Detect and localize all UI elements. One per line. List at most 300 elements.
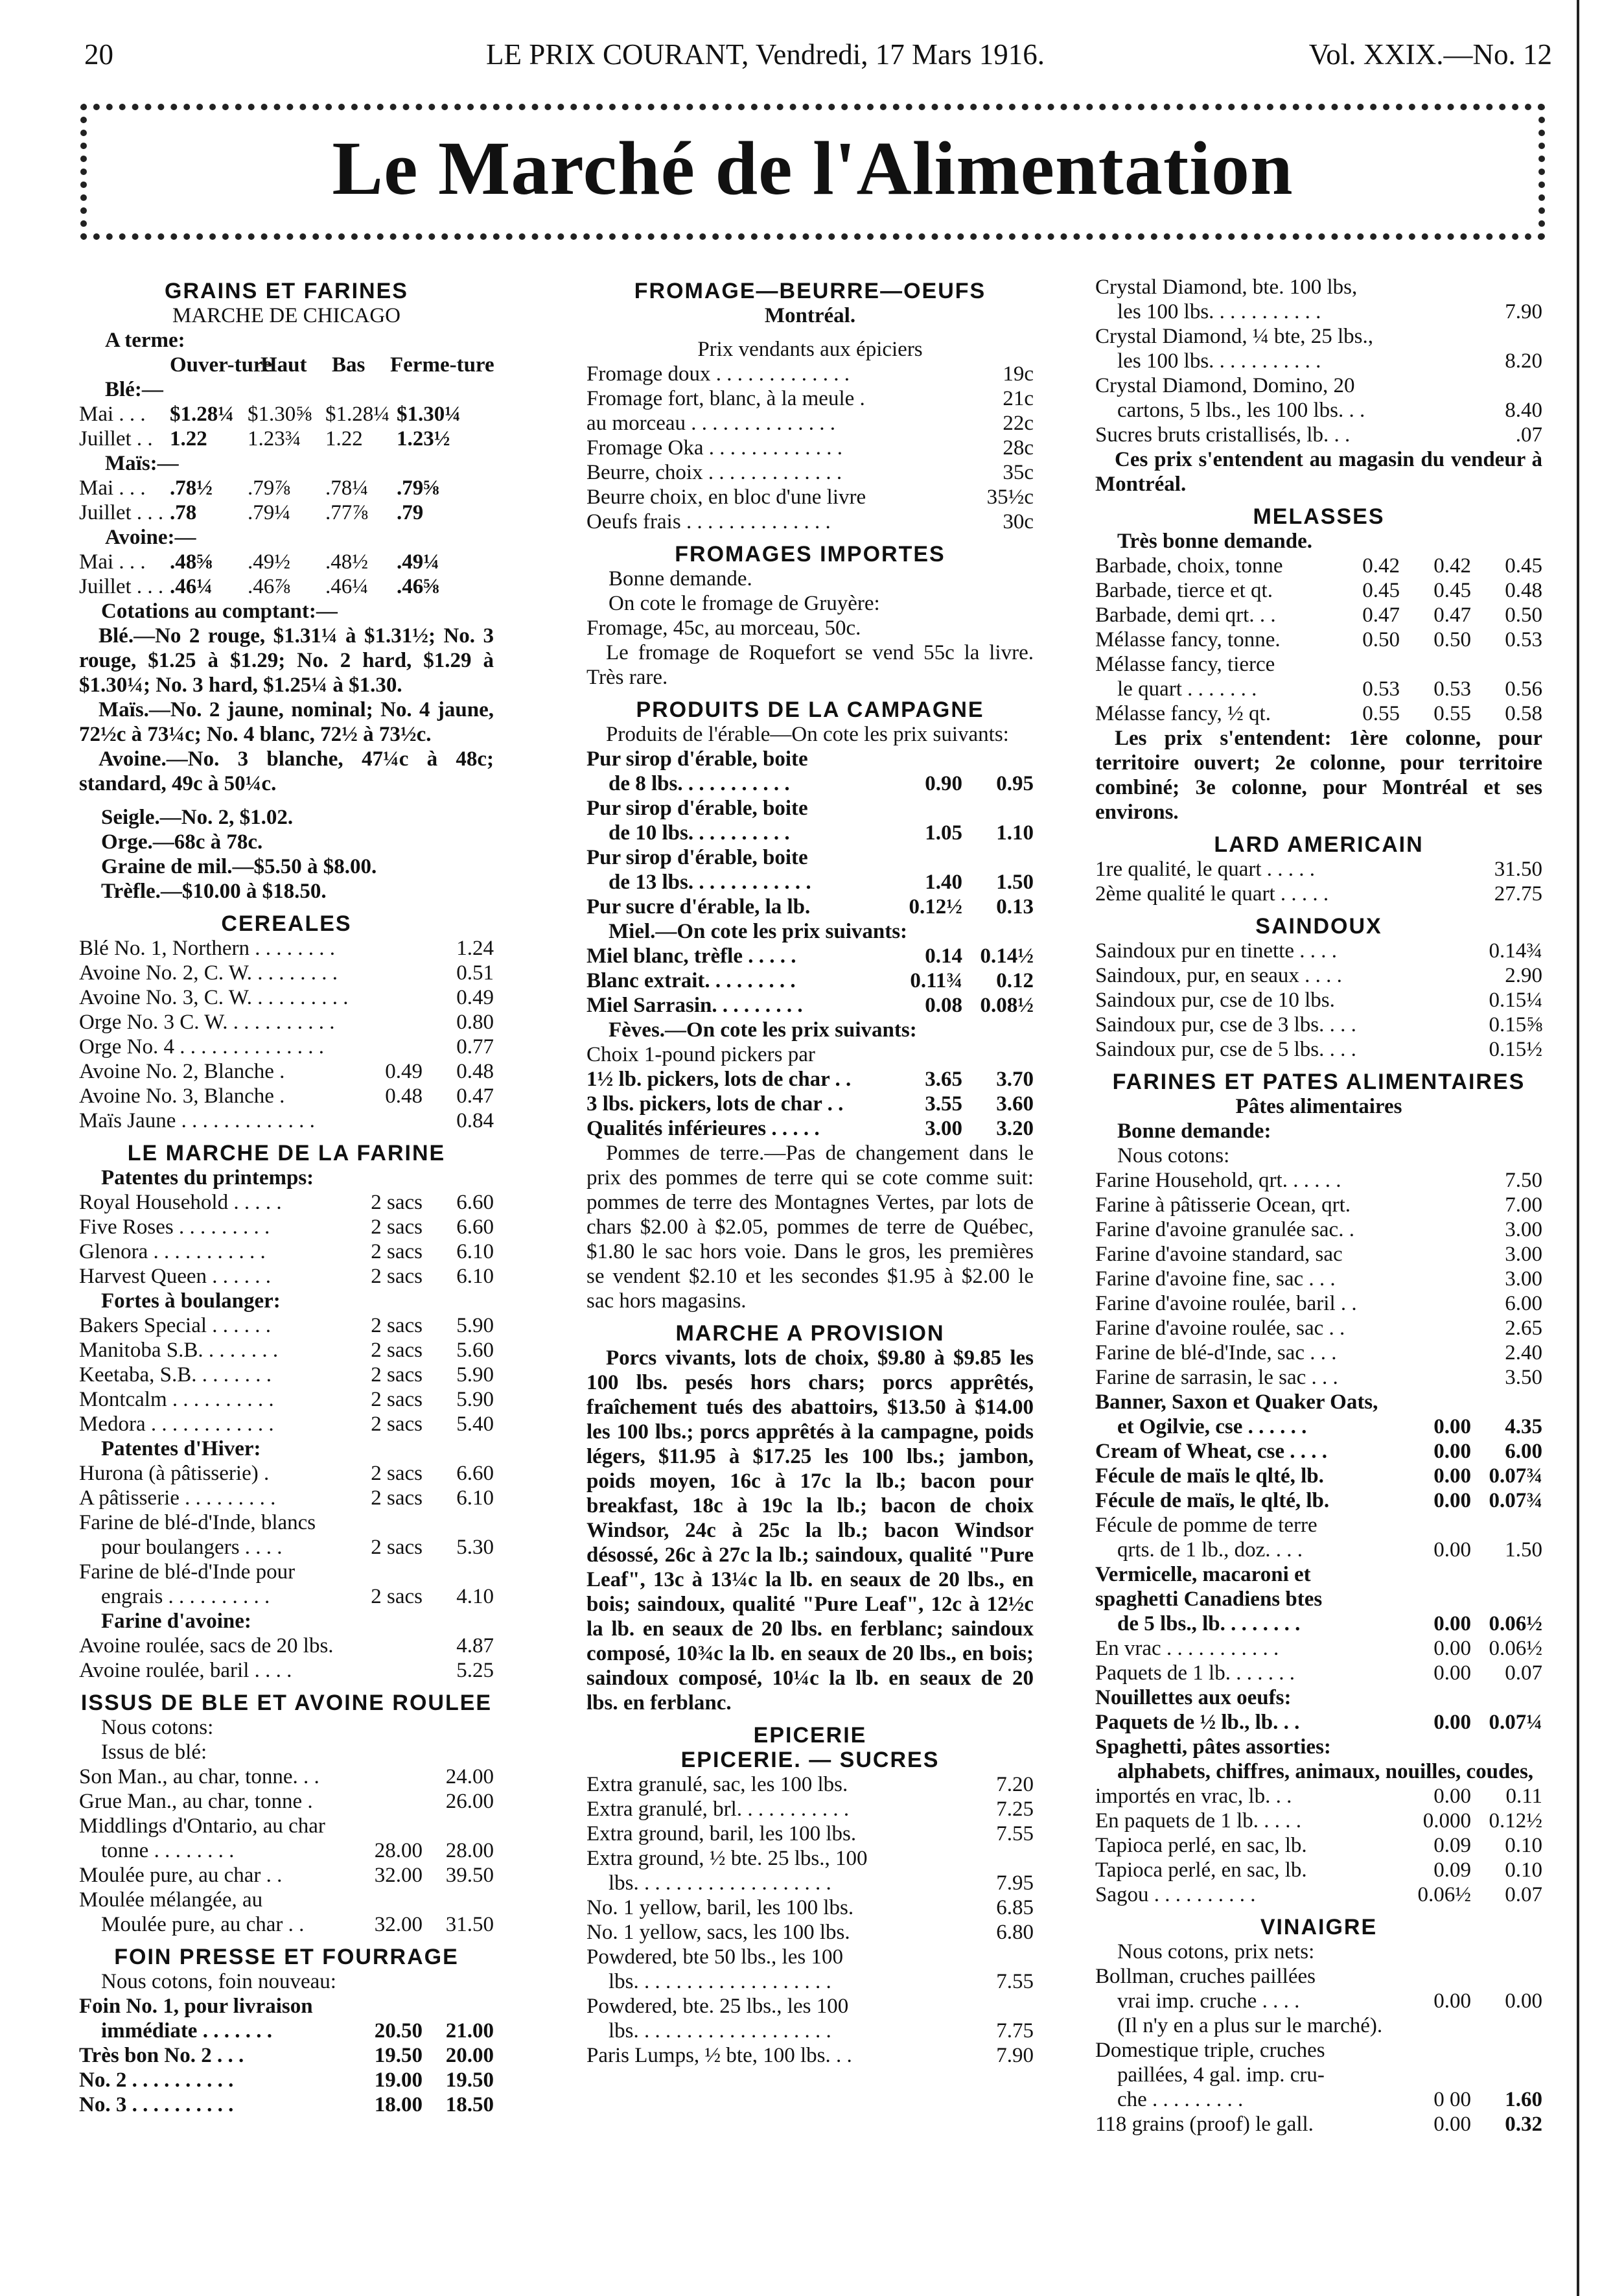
banner-title: Le Marché de l'Alimentation bbox=[332, 126, 1294, 211]
price-value: .79¼ bbox=[248, 501, 290, 524]
price-value: 31.50 bbox=[1494, 858, 1542, 881]
farines-rows bbox=[1095, 1168, 1542, 1907]
price-value bbox=[1400, 1291, 1471, 1316]
price-value: 0.06½ bbox=[1489, 1637, 1542, 1660]
price-row bbox=[79, 936, 494, 961]
price-value: 0.00 bbox=[1433, 1489, 1471, 1512]
campagne-heading: PRODUITS DE LA CAMPAGNE bbox=[636, 697, 984, 722]
item-label-line: spaghetti Canadiens btes bbox=[1095, 1587, 1323, 1611]
price-value bbox=[1400, 1242, 1471, 1267]
item-label: Miel Sarrasin. . . . . . . . . bbox=[586, 994, 803, 1017]
item-label: lbs. . . . . . . . . . . . . . . . . . . bbox=[609, 1871, 831, 1895]
price-value: 0.07¾ bbox=[1489, 1464, 1542, 1488]
chicago-row bbox=[79, 402, 494, 427]
chicago-row bbox=[79, 500, 494, 525]
item-label: 1re qualité, le quart . . . . . bbox=[1095, 858, 1316, 881]
orge-line: Orge.—68c à 78c. bbox=[101, 830, 263, 854]
price-row bbox=[1095, 1611, 1542, 1636]
price-value: 0.48 bbox=[385, 1084, 423, 1108]
month-label: Mai . . . bbox=[79, 476, 146, 500]
item-label: Mélasse fancy, ½ qt. bbox=[1095, 702, 1271, 725]
price-value bbox=[351, 1108, 423, 1133]
price-value: 0.47 bbox=[1433, 603, 1471, 627]
price-row bbox=[1095, 1414, 1542, 1439]
item-label: Mélasse fancy, tonne. bbox=[1095, 628, 1281, 651]
item-label: Bakers Special . . . . . . bbox=[79, 1314, 272, 1337]
price-value: 0.07 bbox=[1505, 1883, 1542, 1906]
item-label: engrais . . . . . . . . . . bbox=[101, 1585, 270, 1608]
item-label: immédiate . . . . . . . bbox=[101, 2019, 272, 2043]
montreal-subheading: Montréal. bbox=[764, 304, 856, 327]
grains-heading: GRAINS ET FARINES bbox=[165, 279, 408, 303]
item-label-line: Banner, Saxon et Quaker Oats, bbox=[1095, 1390, 1378, 1414]
item-label-line: Powdered, bte 50 lbs., les 100 bbox=[586, 1945, 843, 1969]
comptant-avoine: Avoine.—No. 3 blanche, 47¼c à 48c; standard, 49c à 50¼c. bbox=[79, 747, 494, 795]
price-value: 3.00 bbox=[925, 1117, 962, 1140]
price-row bbox=[79, 961, 494, 985]
price-value: $1.30⅝ bbox=[248, 403, 312, 426]
price-value: 8.40 bbox=[1505, 399, 1542, 422]
item-label: Avoine No. 3, Blanche . bbox=[79, 1084, 285, 1108]
farine-avoine-label: Farine d'avoine: bbox=[101, 1610, 251, 1633]
price-row bbox=[1095, 554, 1542, 578]
price-value: 0.58 bbox=[1505, 702, 1542, 725]
item-label-line: Pur sirop d'érable, boite bbox=[586, 747, 808, 771]
item-label: de 5 lbs., lb. . . . . . . . bbox=[1117, 1612, 1301, 1635]
item-label: Keetaba, S.B. . . . . . . . bbox=[79, 1363, 272, 1387]
item-label-line: Crystal Diamond, bte. 100 lbs, bbox=[1095, 275, 1358, 299]
price-row bbox=[1095, 299, 1542, 324]
item-label: Tapioca perlé, en sac, lb. bbox=[1095, 1834, 1307, 1857]
seigle-line: Seigle.—No. 2, $1.02. bbox=[101, 806, 294, 829]
item-label-line: Farine de blé-d'Inde, blancs bbox=[79, 1511, 316, 1534]
price-row bbox=[1095, 1341, 1542, 1365]
price-row bbox=[586, 1822, 1034, 1846]
price-row bbox=[1095, 349, 1542, 373]
price-row bbox=[79, 2019, 494, 2043]
melasses-demande: Très bonne demande. bbox=[1117, 530, 1312, 553]
foin-nous-cotons: Nous cotons, foin nouveau: bbox=[101, 1970, 336, 1993]
price-row bbox=[79, 1912, 494, 1937]
price-row bbox=[586, 2019, 1034, 2043]
domestique-line-2: paillées, 4 gal. imp. cru- bbox=[1117, 2063, 1325, 2087]
page-header bbox=[84, 38, 1552, 76]
price-row bbox=[586, 1920, 1034, 1945]
price-row bbox=[1095, 1833, 1542, 1858]
price-value: .46¼ bbox=[170, 575, 213, 598]
chicago-table-header: Ouver-ture Haut Bas Ferme-ture bbox=[170, 353, 494, 377]
price-value: 2.90 bbox=[1505, 964, 1542, 987]
cereales-heading: CEREALES bbox=[221, 911, 352, 936]
price-value bbox=[1400, 1316, 1471, 1341]
pates-subheading: Pâtes alimentaires bbox=[1235, 1095, 1402, 1118]
printemps-rows bbox=[79, 1190, 494, 1289]
price-value: $1.30¼ bbox=[397, 403, 461, 426]
price-value bbox=[351, 961, 423, 985]
ble-rows bbox=[79, 402, 494, 451]
item-label: Blanc extrait. . . . . . . . . bbox=[586, 969, 796, 992]
price-row bbox=[79, 1363, 494, 1387]
item-label: Farine de sarrasin, le sac . . . bbox=[1095, 1366, 1338, 1389]
price-value: .79 bbox=[397, 501, 424, 524]
price-value: 3.00 bbox=[1505, 1267, 1542, 1291]
price-value: 3.55 bbox=[925, 1092, 962, 1116]
price-row bbox=[79, 1084, 494, 1108]
price-row bbox=[586, 1772, 1034, 1797]
item-label: Fécule de maïs le qlté, lb. bbox=[1095, 1464, 1324, 1488]
price-value: 0.00 bbox=[1433, 1538, 1471, 1562]
price-value: 3.20 bbox=[996, 1117, 1034, 1140]
item-label: lbs. . . . . . . . . . . . . . . . . . . bbox=[609, 1970, 831, 1993]
price-value: 0.45 bbox=[1362, 579, 1400, 602]
bollman-line: Bollman, cruches paillées bbox=[1095, 1965, 1316, 1988]
item-label: Farine à pâtisserie Ocean, qrt. bbox=[1095, 1193, 1351, 1217]
price-row bbox=[79, 1789, 494, 1814]
price-value: .48⅝ bbox=[170, 550, 213, 574]
price-value: 3.50 bbox=[1505, 1366, 1542, 1389]
price-value: 3.00 bbox=[1505, 1218, 1542, 1241]
item-label: Hurona (à pâtisserie) . bbox=[79, 1462, 270, 1485]
chicago-row bbox=[79, 550, 494, 574]
price-row bbox=[79, 1010, 494, 1035]
price-row bbox=[1095, 1013, 1542, 1037]
spaghetti-line: alphabets, chiffres, animaux, nouilles, coudes, bbox=[1117, 1760, 1534, 1783]
price-row bbox=[79, 985, 494, 1010]
price-value: 0.06½ bbox=[1417, 1883, 1471, 1906]
price-value: 0.12 bbox=[996, 969, 1034, 992]
price-value: 0.09 bbox=[1433, 1858, 1471, 1882]
fromage-heading: FROMAGE—BEURRE—OEUFS bbox=[634, 279, 986, 303]
price-value bbox=[1400, 1217, 1471, 1242]
sirop-rows bbox=[586, 747, 1034, 895]
column-1 bbox=[79, 279, 494, 2117]
item-label-line: Vermicelle, macaroni et bbox=[1095, 1563, 1311, 1586]
foin-heading: FOIN PRESSE ET FOURRAGE bbox=[114, 1945, 459, 1969]
price-value: 22c bbox=[1003, 412, 1034, 435]
item-label-line: Farine de blé-d'Inde pour bbox=[79, 1560, 296, 1584]
price-value: 6.60 bbox=[456, 1462, 494, 1485]
importes-line-1: Bonne demande. bbox=[609, 567, 752, 591]
price-value: 0.95 bbox=[996, 772, 1034, 795]
item-label: Extra granulé, sac, les 100 lbs. bbox=[586, 1773, 848, 1796]
price-row bbox=[1095, 1168, 1542, 1193]
price-value: 2 sacs bbox=[371, 1215, 423, 1239]
price-value: .49¼ bbox=[397, 550, 439, 574]
price-value: .49½ bbox=[248, 550, 290, 574]
price-row bbox=[586, 1969, 1034, 1994]
price-value: 0.14½ bbox=[980, 944, 1034, 968]
item-label: Sagou . . . . . . . . . . bbox=[1095, 1883, 1256, 1906]
price-value: 5.30 bbox=[456, 1536, 494, 1559]
avoine-label: Avoine:— bbox=[105, 526, 196, 549]
price-value: 21c bbox=[1003, 387, 1034, 410]
farines-pates-heading: FARINES ET PATES ALIMENTAIRES bbox=[1112, 1070, 1526, 1094]
price-row bbox=[79, 1215, 494, 1239]
price-value: 3.00 bbox=[1505, 1243, 1542, 1266]
importes-line-3: Fromage, 45c, au morceau, 50c. bbox=[586, 616, 861, 640]
bollman-row: vrai imp. cruche . . . . 0.00 0.00 bbox=[1117, 1989, 1542, 2013]
trefle-line: Trèfle.—$10.00 à $18.50. bbox=[101, 880, 327, 903]
price-row bbox=[1095, 1217, 1542, 1242]
price-value: 0.42 bbox=[1362, 554, 1400, 578]
price-row bbox=[1095, 1439, 1542, 1464]
price-value: 6.60 bbox=[456, 1191, 494, 1214]
price-value: 0.47 bbox=[456, 1084, 494, 1108]
price-value: 0.12½ bbox=[1489, 1809, 1542, 1833]
price-row bbox=[1095, 857, 1542, 882]
price-value: 1.50 bbox=[996, 871, 1034, 894]
price-value: 2 sacs bbox=[371, 1412, 423, 1436]
item-label: No. 3 . . . . . . . . . . bbox=[79, 2093, 234, 2116]
price-row bbox=[1095, 882, 1542, 906]
price-value: 7.50 bbox=[1505, 1169, 1542, 1192]
importes-heading: FROMAGES IMPORTES bbox=[675, 542, 946, 567]
ble-label: Blé:— bbox=[105, 378, 163, 401]
price-value: 0.07¾ bbox=[1489, 1489, 1542, 1512]
issus-rows bbox=[79, 1764, 494, 1937]
price-value: 3.60 bbox=[996, 1092, 1034, 1116]
nouillettes-label: Nouillettes aux oeufs: bbox=[1095, 1686, 1292, 1709]
price-value: 1.22 bbox=[170, 427, 207, 451]
item-label: Blé No. 1, Northern . . . . . . . . bbox=[79, 937, 336, 960]
price-value: 3.65 bbox=[925, 1068, 962, 1091]
price-row bbox=[79, 1264, 494, 1289]
price-row bbox=[79, 2092, 494, 2117]
price-value: .46⅝ bbox=[397, 575, 439, 598]
price-value: 30c bbox=[1003, 510, 1034, 533]
price-value: 0.42 bbox=[1433, 554, 1471, 578]
price-value: 1.23½ bbox=[397, 427, 450, 451]
price-row bbox=[1095, 1710, 1542, 1735]
item-label: Royal Household . . . . . bbox=[79, 1191, 282, 1214]
price-row bbox=[1095, 1193, 1542, 1217]
price-value: 2 sacs bbox=[371, 1486, 423, 1510]
column-2 bbox=[586, 279, 1034, 2068]
price-row bbox=[1095, 1267, 1542, 1291]
item-label: de 13 lbs. . . . . . . . . . . . bbox=[609, 871, 811, 894]
item-label: Glenora . . . . . . . . . . . bbox=[79, 1240, 266, 1263]
price-value: 0.45 bbox=[1505, 554, 1542, 578]
item-label: Fromage fort, blanc, à la meule . bbox=[586, 387, 865, 410]
item-label: Saindoux pur, cse de 3 lbs. . . . bbox=[1095, 1013, 1356, 1037]
price-value: 2.40 bbox=[1505, 1341, 1542, 1365]
miel-label: Miel.—On cote les prix suivants: bbox=[609, 920, 908, 943]
price-row bbox=[79, 1108, 494, 1133]
importes-line-2: On cote le fromage de Gruyère: bbox=[609, 592, 880, 615]
publication-line: LE PRIX COURANT, Vendredi, 17 Mars 1916. bbox=[486, 38, 1045, 71]
price-value: 0.00 bbox=[1433, 1661, 1471, 1685]
price-value bbox=[351, 1010, 423, 1035]
price-value: 19c bbox=[1003, 362, 1034, 386]
price-value: 0.80 bbox=[456, 1011, 494, 1034]
price-value: 7.20 bbox=[996, 1773, 1034, 1796]
item-label: Montcalm . . . . . . . . . . bbox=[79, 1388, 274, 1411]
item-label: Barbade, demi qrt. . . bbox=[1095, 603, 1276, 627]
price-value: .48½ bbox=[325, 550, 368, 574]
comptant-mais: Maïs.—No. 2 jaune, nominal; No. 4 jaune, 72½c à 73¼c; No. 4 blanc, 72½ à 73½c. bbox=[79, 698, 494, 746]
price-value: 6.80 bbox=[996, 1921, 1034, 1944]
item-label: cartons, 5 lbs., les 100 lbs. . . bbox=[1117, 399, 1365, 422]
page-edge-rule bbox=[1577, 0, 1579, 2296]
price-value: 19.50 bbox=[445, 2068, 494, 2092]
price-row bbox=[586, 2043, 1034, 2068]
price-value: 6.10 bbox=[456, 1265, 494, 1288]
item-label: Farine d'avoine standard, sac bbox=[1095, 1243, 1343, 1266]
item-label: En vrac . . . . . . . . . . . bbox=[1095, 1637, 1279, 1660]
price-row bbox=[79, 1190, 494, 1215]
price-value: 0.00 bbox=[1433, 1464, 1471, 1488]
mais-rows bbox=[79, 476, 494, 525]
price-row bbox=[79, 1338, 494, 1363]
item-label-line: Foin No. 1, pour livraison bbox=[79, 1995, 313, 2018]
price-value bbox=[351, 1035, 423, 1059]
price-value: 27.75 bbox=[1494, 882, 1542, 906]
volume-number: Vol. XXIX.—No. 12 bbox=[1308, 38, 1552, 71]
price-row bbox=[1095, 1784, 1542, 1809]
item-label: Manitoba S.B. . . . . . . . bbox=[79, 1339, 279, 1362]
price-value: 7.25 bbox=[996, 1798, 1034, 1821]
price-value: 0.00 bbox=[1433, 1785, 1471, 1808]
price-row bbox=[1095, 578, 1542, 603]
item-label: Avoine No. 2, Blanche . bbox=[79, 1060, 285, 1083]
item-label: Farine d'avoine fine, sac . . . bbox=[1095, 1267, 1336, 1291]
item-label: Orge No. 4 . . . . . . . . . . . . . . bbox=[79, 1035, 324, 1059]
item-label: Extra granulé, brl. . . . . . . . . . . bbox=[586, 1798, 850, 1821]
item-label: Paquets de 1 lb. . . . . . . bbox=[1095, 1661, 1295, 1685]
price-value: .79⅝ bbox=[397, 476, 439, 500]
price-value: 0.11¾ bbox=[910, 969, 962, 992]
price-row bbox=[586, 436, 1034, 460]
price-value: 28c bbox=[1003, 436, 1034, 460]
domestique-line-1: Domestique triple, cruches bbox=[1095, 2039, 1325, 2062]
month-label: Juillet . . bbox=[79, 427, 153, 451]
item-label: Tapioca perlé, en sac, lb. bbox=[1095, 1858, 1307, 1882]
price-value: 0.56 bbox=[1505, 677, 1542, 701]
item-label: Barbade, tierce et qt. bbox=[1095, 579, 1273, 602]
item-label: qrts. de 1 lb., doz. . . . bbox=[1117, 1538, 1303, 1562]
price-value: 1.40 bbox=[925, 871, 962, 894]
crystal-diamond-rows bbox=[1095, 275, 1542, 423]
price-row bbox=[1095, 701, 1542, 726]
price-row bbox=[79, 1658, 494, 1683]
price-value: 5.90 bbox=[456, 1314, 494, 1337]
price-value: .78 bbox=[170, 501, 197, 524]
price-row bbox=[79, 1035, 494, 1059]
price-row bbox=[586, 771, 1034, 796]
price-value: 1.10 bbox=[996, 821, 1034, 845]
printemps-label: Patentes du printemps: bbox=[101, 1166, 314, 1189]
price-row bbox=[79, 1387, 494, 1412]
feves-intro: Choix 1-pound pickers par bbox=[586, 1043, 815, 1066]
item-label: pour boulangers . . . . bbox=[101, 1536, 283, 1559]
price-value: 7.90 bbox=[1505, 300, 1542, 323]
price-value: 18.50 bbox=[445, 2093, 494, 2116]
item-label: Très bon No. 2 . . . bbox=[79, 2044, 244, 2067]
price-row bbox=[79, 1313, 494, 1338]
chicago-subheading: MARCHE DE CHICAGO bbox=[172, 304, 400, 327]
roquefort-para: Le fromage de Roquefort se vend 55c la livre. Très rare. bbox=[586, 641, 1034, 689]
spaghetti-line: Spaghetti, pâtes assorties: bbox=[1095, 1735, 1331, 1759]
item-label: 1½ lb. pickers, lots de char . . bbox=[586, 1068, 852, 1091]
item-label: de 8 lbs. . . . . . . . . . . bbox=[609, 772, 790, 795]
price-value: 0.00 bbox=[1433, 1612, 1471, 1635]
item-label: Avoine roulée, baril . . . . bbox=[79, 1659, 292, 1682]
chicago-row bbox=[79, 574, 494, 599]
item-label-line: Fécule de pomme de terre bbox=[1095, 1514, 1317, 1537]
price-value: .79⅞ bbox=[248, 476, 290, 500]
price-value: 0.14 bbox=[925, 944, 962, 968]
price-value: 0.10 bbox=[1505, 1858, 1542, 1882]
item-label: Barbade, choix, tonne bbox=[1095, 554, 1283, 578]
price-value bbox=[351, 1789, 423, 1814]
price-value: 1.23¾ bbox=[248, 427, 301, 451]
item-label-line: Pur sirop d'érable, boite bbox=[586, 846, 808, 869]
price-value: 0.48 bbox=[456, 1060, 494, 1083]
item-label-line: Powdered, bte. 25 lbs., les 100 bbox=[586, 1995, 849, 2018]
price-row bbox=[79, 1535, 494, 1560]
comptant-ble: Blé.—No 2 rouge, $1.31¼ à $1.31½; No. 3 rouge, $1.25 à $1.29; No. 2 hard, $1.29 à $1.30¼; No. 3 hard, $1.25¼ à $1.30. bbox=[79, 624, 494, 697]
item-label: Saindoux pur, cse de 5 lbs. . . . bbox=[1095, 1038, 1356, 1061]
price-value: 5.40 bbox=[456, 1412, 494, 1436]
item-label: Miel blanc, trèfle . . . . . bbox=[586, 944, 796, 968]
price-value: 0.07 bbox=[1505, 1661, 1542, 1685]
price-value: 7.75 bbox=[996, 2019, 1034, 2043]
price-value: 19.50 bbox=[374, 2044, 423, 2067]
price-value: $1.28¼ bbox=[170, 403, 234, 426]
price-value: 5.25 bbox=[456, 1659, 494, 1682]
price-value: .78½ bbox=[170, 476, 213, 500]
item-label: Saindoux pur, cse de 10 lbs. bbox=[1095, 989, 1335, 1012]
epicerie-heading: EPICERIE bbox=[753, 1723, 867, 1748]
price-value: 7.90 bbox=[996, 2044, 1034, 2067]
price-value: 4.10 bbox=[456, 1585, 494, 1608]
item-label: Grue Man., au char, tonne . bbox=[79, 1790, 313, 1813]
price-row bbox=[586, 1871, 1034, 1895]
item-label: Paris Lumps, ½ bte, 100 lbs. . . bbox=[586, 2044, 852, 2067]
item-label: Son Man., au char, tonne. . . bbox=[79, 1765, 319, 1788]
price-row bbox=[79, 1634, 494, 1658]
price-value: 4.87 bbox=[456, 1634, 494, 1658]
price-row bbox=[586, 993, 1034, 1018]
price-row bbox=[1095, 1488, 1542, 1513]
price-value: 6.10 bbox=[456, 1240, 494, 1263]
price-row bbox=[586, 870, 1034, 895]
price-value: 6.60 bbox=[456, 1215, 494, 1239]
price-row bbox=[1095, 1538, 1542, 1562]
vinaigre-heading: VINAIGRE bbox=[1260, 1915, 1378, 1939]
item-label: Harvest Queen . . . . . . bbox=[79, 1265, 272, 1288]
price-row bbox=[586, 944, 1034, 968]
price-row bbox=[1095, 1858, 1542, 1882]
item-label: Five Roses . . . . . . . . . bbox=[79, 1215, 270, 1239]
domestique-row: che . . . . . . . . . 0 00 1.60 bbox=[1117, 2088, 1542, 2111]
price-row bbox=[1095, 1464, 1542, 1488]
price-row bbox=[1095, 1636, 1542, 1661]
price-value: 0.49 bbox=[385, 1060, 423, 1083]
price-value: 0.15¼ bbox=[1489, 989, 1542, 1012]
price-row bbox=[1095, 1365, 1542, 1390]
melasses-rows bbox=[1095, 554, 1542, 726]
price-row bbox=[1095, 603, 1542, 627]
price-value: 7.55 bbox=[996, 1822, 1034, 1845]
price-value: 0.000 bbox=[1422, 1809, 1471, 1833]
price-row bbox=[79, 2043, 494, 2068]
erable-intro: Produits de l'érable—On cote les prix suivants: bbox=[606, 723, 1009, 746]
price-value: 2 sacs bbox=[371, 1536, 423, 1559]
sucres-heading: EPICERIE. — SUCRES bbox=[680, 1748, 940, 1772]
price-value: 2 sacs bbox=[371, 1388, 423, 1411]
price-value bbox=[351, 936, 423, 961]
